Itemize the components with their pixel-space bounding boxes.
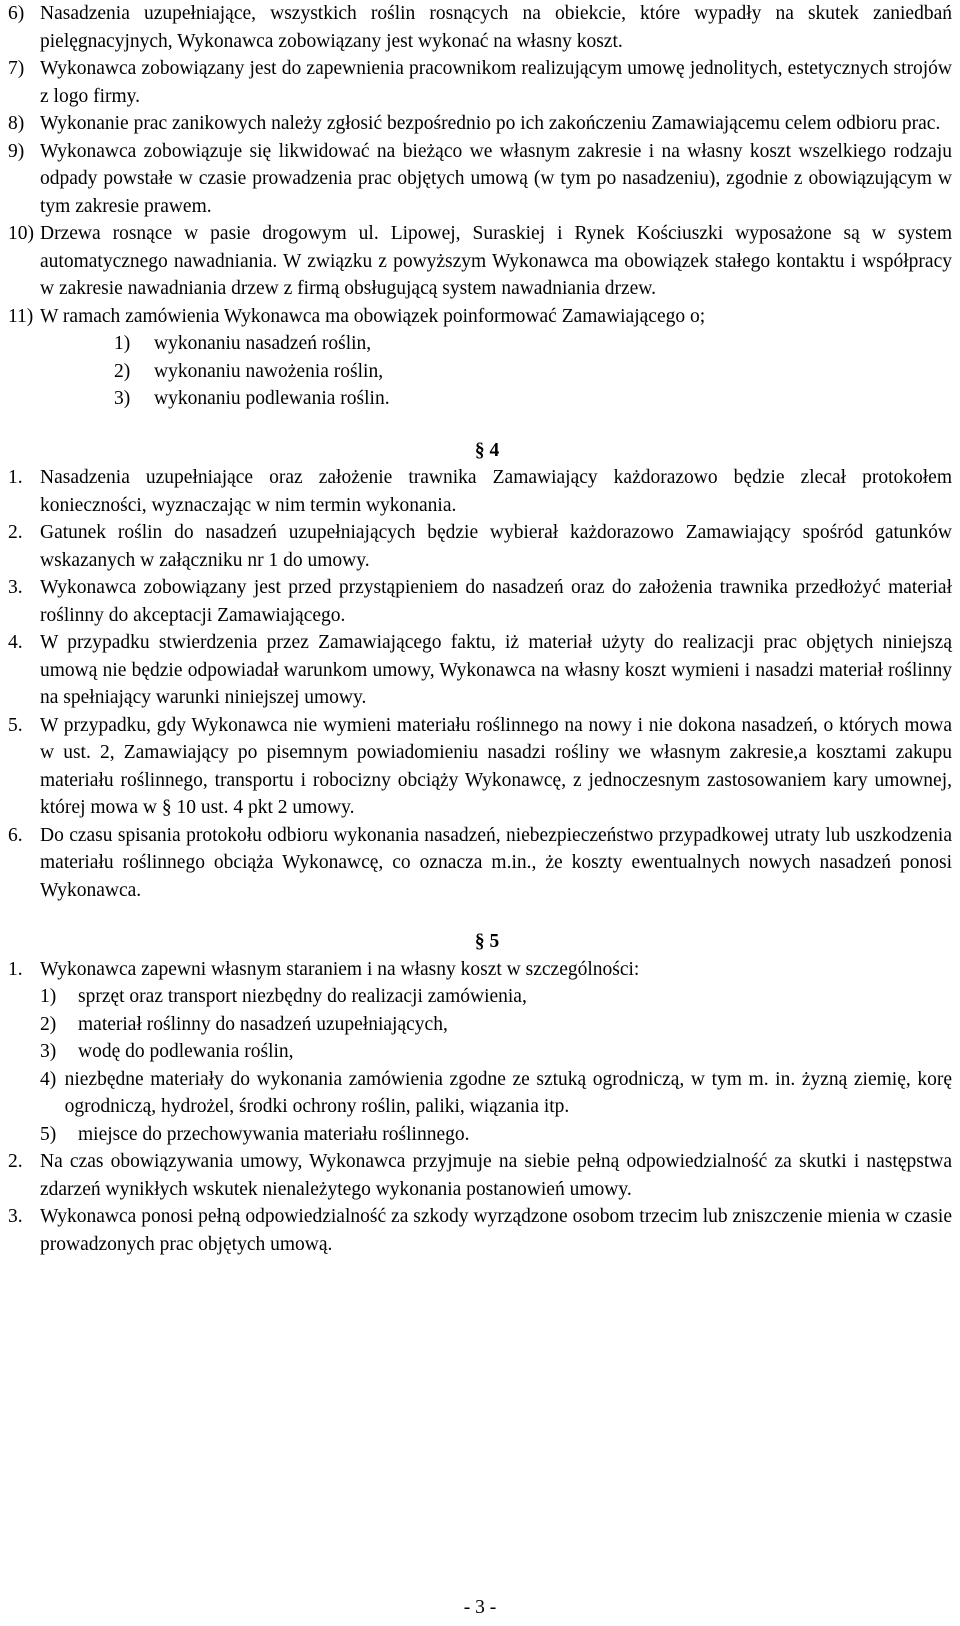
section-4-heading: § 4 xyxy=(474,439,500,461)
item-text: Na czas obowiązywania umowy, Wykonawca przyjmuje na siebie pełną odpowiedzialność za skutki i następstwa zdarzeń wynikłych wskutek nienależytego wykonania postanowień umowy. xyxy=(40,1151,952,1200)
item-text: Wykonawca zobowiązany jest do zapewnienia pracownikom realizującym umowę jednolitych, estetycznych strojów z logo firmy. xyxy=(40,58,952,107)
sub-list-item xyxy=(8,1038,952,1066)
sub-item-number: 3) xyxy=(40,1041,57,1062)
list-item xyxy=(8,956,952,984)
item-number: 3. xyxy=(8,1206,23,1227)
list-item xyxy=(8,220,952,303)
item-text: Nasadzenia uzupełniające, wszystkich roślin rosnących na obiekcie, które wypadły na skutek zaniedbań pielęgnacyjnych, Wykonawca zobowiązany jest wykonać na własny koszt. xyxy=(40,3,952,52)
sub-item-number: 3) xyxy=(114,388,131,409)
sub-item-number: 4) xyxy=(40,1068,57,1090)
sub-item-text: wodę do podlewania roślin, xyxy=(78,1041,294,1062)
item-text: W ramach zamówienia Wykonawca ma obowiązek poinformować Zamawiającego o; xyxy=(40,305,706,327)
sub-list-item xyxy=(8,983,952,1011)
item-text: Gatunek roślin do nasadzeń uzupełniających będzie wybierał każdorazowo Zamawiający spośród gatunków wskazanych w załączniku nr 1 do umowy. xyxy=(40,522,952,571)
item-number: 5. xyxy=(8,714,23,736)
item-number: 4. xyxy=(8,632,23,653)
item-number: 8) xyxy=(8,113,25,134)
sub-item-text: sprzęt oraz transport niezbędny do realizacji zamówienia, xyxy=(78,986,527,1007)
item-number: 10) xyxy=(8,223,34,244)
item-text: Do czasu spisania protokołu odbioru wykonania nasadzeń, niebezpieczeństwo przypadkowej utraty lub uszkodzenia materiału roślinnego obciąża Wykonawcę, co oznacza m.in., że koszty ewentualnych nowych nasadzeń ponosi Wykonawca. xyxy=(40,824,952,901)
item-number: 2. xyxy=(8,522,23,543)
list-item xyxy=(8,822,952,905)
item-number: 9) xyxy=(8,140,25,162)
item-number: 2. xyxy=(8,1151,23,1172)
item-text: Wykonawca zapewni własnym staraniem i na własny koszt w szczególności: xyxy=(40,958,640,980)
sub-item-text: wykonaniu nawożenia roślin, xyxy=(154,360,384,382)
item-text: W przypadku stwierdzenia przez Zamawiającego faktu, iż materiał użyty do realizacji prac objętych niniejszą umową nie będzie odpowiadał warunkom umowy, Wykonawca na własny koszt wymieni i nasadzi materiał roślinny na spełniający warunki niniejszej umowy. xyxy=(40,632,952,708)
item-text: Wykonawca zobowiązuje się likwidować na bieżąco we własnym zakresie i na własny koszt wszelkiego rodzaju odpady powstałe w czasie prowadzenia prac objętych umową (w tym po nasadzeniu), zgodnie z obowiązującym w tym zakresie prawem. xyxy=(40,140,952,217)
list-item xyxy=(8,303,952,331)
sub-item-text: niezbędne materiały do wykonania zamówienia zgodne ze sztuką ogrodniczą, w tym m. in. żyzną ziemię, korę ogrodniczą, hydrożel, środki ochrony roślin, paliki, wiązania itp. xyxy=(64,1068,952,1117)
prev-section-list xyxy=(8,0,952,413)
sub-item-number: 1) xyxy=(114,333,131,354)
sub-item-text: wykonaniu podlewania roślin. xyxy=(154,388,390,409)
document-page xyxy=(8,0,952,1258)
list-item xyxy=(8,110,952,138)
item-number: 6) xyxy=(8,3,25,24)
sub-item-number: 1) xyxy=(40,986,57,1007)
item-number: 7) xyxy=(8,58,25,79)
list-item xyxy=(8,519,952,574)
list-item xyxy=(8,55,952,110)
section-5-heading: § 5 xyxy=(474,931,500,952)
list-item xyxy=(8,629,952,712)
item-text: Wykonawca ponosi pełną odpowiedzialność za szkody wyrządzone osobom trzecim lub zniszczenie mienia w czasie prowadzonych prac objętych umową. xyxy=(40,1206,952,1255)
list-item xyxy=(8,574,952,629)
sub-list-item xyxy=(8,330,952,358)
item-number: 3. xyxy=(8,577,23,598)
list-item xyxy=(8,138,952,221)
section-5-list xyxy=(8,956,952,1259)
list-item xyxy=(8,1203,952,1258)
sub-list-item xyxy=(8,358,952,386)
list-item xyxy=(8,1148,952,1203)
sub-item-number: 2) xyxy=(114,360,131,382)
item-text: W przypadku, gdy Wykonawca nie wymieni materiału roślinnego na nowy i nie dokona nasadzeń, o których mowa w ust. 2, Zamawiający po pisemnym powiadomieniu nasadzi rośliny we własnym zakresie,a kosztami zakupu materiału roślinnego, transportu i robocizny obciąży Wykonawcę, z jednoczesnym zastosowaniem kary umownej, której mowa w § 10 ust. 4 pkt 2 umowy. xyxy=(40,714,952,818)
sub-item-text: wykonaniu nasadzeń roślin, xyxy=(154,333,372,354)
section-4-list xyxy=(8,464,952,904)
sub-item-number: 5) xyxy=(40,1123,57,1145)
sub-list-item xyxy=(8,1066,952,1121)
item-number: 1. xyxy=(8,467,23,488)
item-text: Nasadzenia uzupełniające oraz założenie trawnika Zamawiający każdorazowo będzie zlecał protokołem konieczności, wyznaczając w nim termin wykonania. xyxy=(40,467,952,516)
list-item xyxy=(8,464,952,519)
sub-item-number: 2) xyxy=(40,1013,57,1035)
item-text: Drzewa rosnące w pasie drogowym ul. Lipowej, Suraskiej i Rynek Kościuszki wyposażone są w system automatycznego nawadniania. W związku z powyższym Wykonawca ma obowiązek stałego kontaktu i współpracy w zakresie nawadniania drzew z firmą obsługującą system nawadniania drzew. xyxy=(40,223,952,299)
item-number: 1. xyxy=(8,958,23,980)
page-number: - 3 - xyxy=(463,1597,497,1618)
item-text: Wykonanie prac zanikowych należy zgłosić bezpośrednio po ich zakończeniu Zamawiającemu celem odbioru prac. xyxy=(40,113,941,134)
list-item xyxy=(8,712,952,822)
sub-item-text: materiał roślinny do nasadzeń uzupełniających, xyxy=(78,1013,448,1035)
item-text: Wykonawca zobowiązany jest przed przystąpieniem do nasadzeń oraz do założenia trawnika przedłożyć materiał roślinny do akceptacji Zamawiającego. xyxy=(40,577,952,626)
sub-list-item xyxy=(8,1121,952,1149)
sub-list-item xyxy=(8,385,952,413)
item-number: 11) xyxy=(8,305,34,327)
list-item xyxy=(8,0,952,55)
item-number: 6. xyxy=(8,824,23,846)
sub-item-text: miejsce do przechowywania materiału roślinnego. xyxy=(78,1123,470,1145)
sub-list-item xyxy=(8,1011,952,1039)
